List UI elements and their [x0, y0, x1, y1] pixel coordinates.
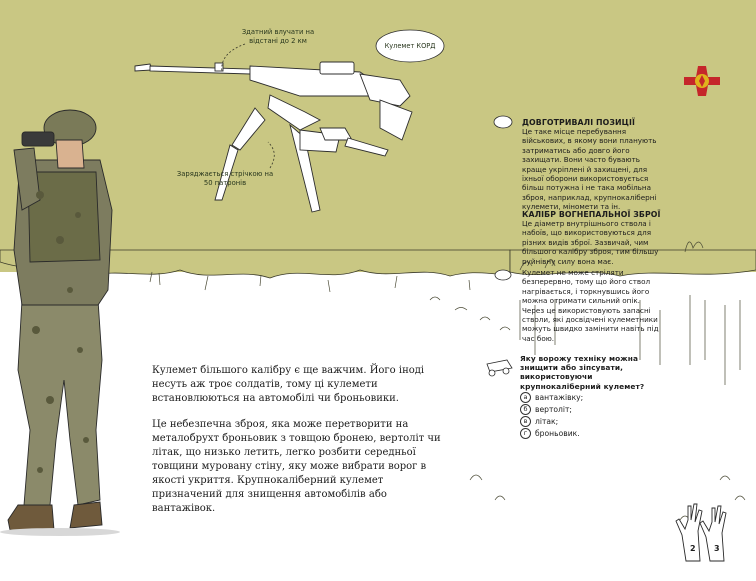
option-text: вантажівку;: [535, 393, 584, 402]
machine-gun-illustration: [135, 62, 412, 212]
section-text-long-term-positions: Це таке місце перебування військових, в якому вони планують затриматись або довго його захищати. Вони часто бувають краще укріплені й захищені, для їхньої оборони використовується більш потужна і не така мобільна зброя, наприклад, крупнокаліберні кулемети, міномети та ін.: [522, 127, 657, 212]
option-text: броньовик.: [535, 429, 580, 438]
section-title-caliber: КАЛІБР ВОГНЕПАЛЬНОЇ ЗБРОЇ: [522, 210, 661, 219]
main-paragraph-2: Це небезпечна зброя, яка може перетворити на металобрухт броньовик з товщою бронею, вертоліт чи літак, що низько летить, легко розбити середньої товщини муровану стіну, яку може вибрати ворог в якості укриття. Крупнокаліберний кулемет призначений для знищення автомобілів або вантажівок.: [152, 419, 441, 514]
range-note: Здатний влучати на відстані до 2 км: [241, 28, 315, 45]
side-icons: [487, 116, 512, 376]
option-letter: б: [520, 404, 531, 415]
option-text: вертоліт;: [535, 405, 572, 414]
quiz-option-a[interactable]: [520, 392, 583, 403]
hand-number-2: 2: [690, 544, 696, 553]
section-text-caliber: Це діаметр внутрішнього ствола і набоїв, що використовуються для різних видів зброї. Зазвичай, чим більшого калібру зброя, тим більшу руйнівну силу вона має.: [522, 219, 659, 266]
quiz-option-d[interactable]: [520, 428, 580, 439]
main-paragraph-1: Кулемет більшого калібру є ще важчим. Його іноді несуть аж троє солдатів, тому ці кулемети встановлюються на автомобілі чи броньовики.: [152, 365, 425, 404]
armed-forces-emblem: [684, 66, 720, 96]
option-letter: г: [520, 428, 531, 439]
option-letter: в: [520, 416, 531, 427]
quiz-option-b[interactable]: [520, 404, 572, 415]
section-text-barrel-overheating: Кулемет не може стріляти безперервно, тому що його ствол нагрівається, і торкнувшись його можна отримати сильний опік. Через це використовують запасні стволи, які досвідчені кулеметники можуть швидко замінити навіть під час бою.: [522, 268, 659, 343]
hand-number-3: 3: [714, 544, 720, 553]
weapon-name-label: Кулемет КОРД: [384, 42, 436, 50]
helmet-icon-2: [495, 270, 511, 280]
option-letter: а: [520, 392, 531, 403]
option-text: літак;: [535, 417, 559, 426]
soldier-illustration: [0, 110, 120, 536]
section-title-long-term-positions: ДОВГОТРИВАЛІ ПОЗИЦІЇ: [522, 118, 635, 127]
quiz-question: Яку ворожу техніку можна знищити або зіпсувати, використовуючи крупнокаліберний кулемет?: [520, 354, 645, 391]
helmet-icon: [494, 116, 512, 128]
belt-note: Заряджається стрічкою на 50 патронів: [176, 170, 274, 187]
quiz-option-c[interactable]: [520, 416, 558, 427]
